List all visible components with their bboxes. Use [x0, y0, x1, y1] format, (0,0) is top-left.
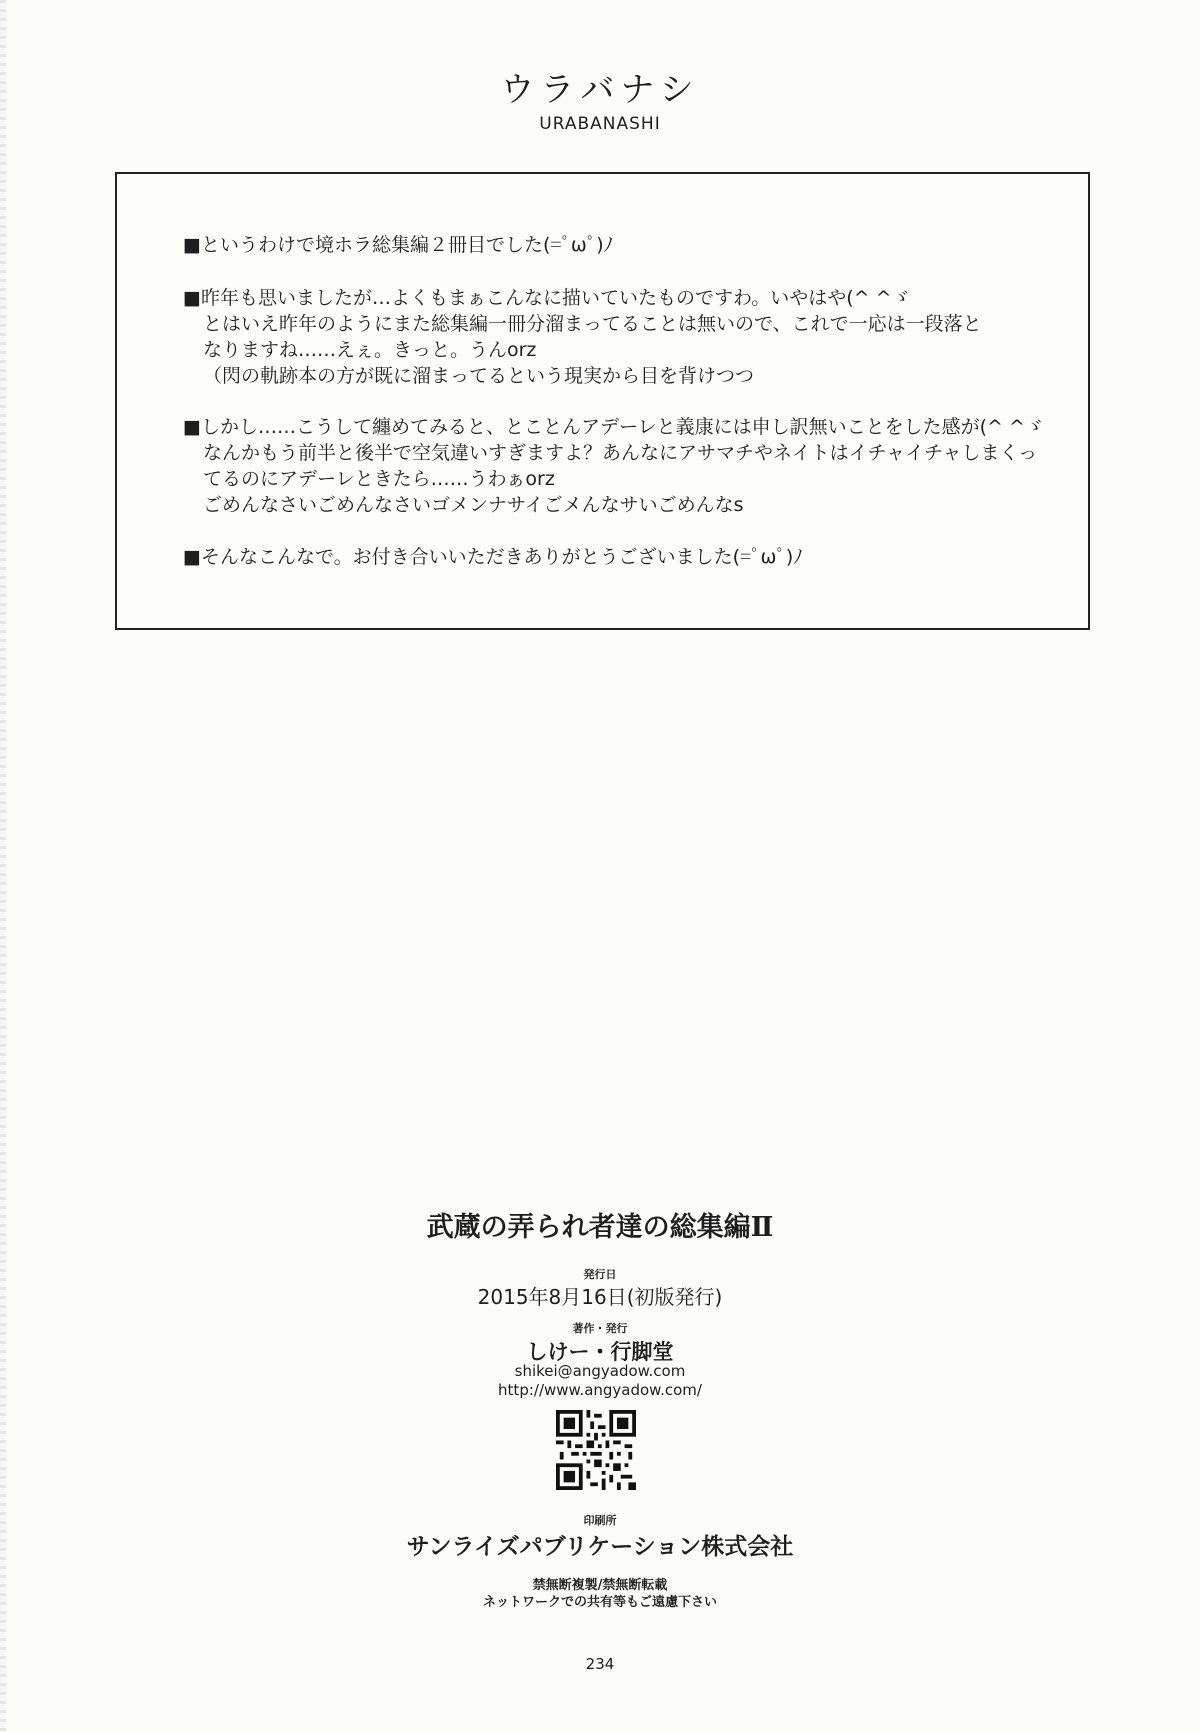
printer-label: 印刷所	[583, 1514, 617, 1527]
issue-date: 2015年8月16日(初版発行)	[477, 1285, 723, 1309]
author-url: http://www.angyadow.com/	[498, 1381, 702, 1399]
copy-notice: 禁無断複製/禁無断転載	[532, 1578, 668, 1593]
paragraph-line: ■しかし……こうして纏めてみると、とことんアデーレと義康には申し訳無いことをした感が(^ ^ゞ	[183, 416, 1044, 438]
paragraph-line: ■というわけで境ホラ総集編２冊目でした(=ﾟωﾟ)ﾉ	[183, 234, 614, 256]
paragraph-line: ごめんなさいごめんなさいゴメンナサイごメんなサいごめんなs	[203, 494, 744, 516]
paragraph-line: てるのにアデーレときたら……うわぁorz	[203, 468, 555, 490]
qr-finder-top-left	[556, 1410, 583, 1437]
qr-finder-top-right	[609, 1410, 636, 1437]
share-notice: ネットワークでの共有等もご遠慮下さい	[482, 1595, 717, 1610]
afterword-paragraph-1	[183, 232, 1063, 258]
paragraph-line: ■昨年も思いましたが…よくもまぁこんなに描いていたものですわ。いやはや(^ ^ゞ	[183, 287, 911, 309]
paragraph-line: なりますね……えぇ。きっと。うんorz	[203, 339, 537, 361]
printer-name: サンライズパブリケーション株式会社	[406, 1534, 794, 1560]
heading-romaji: URABANASHI	[539, 114, 661, 134]
afterword-paragraph-2	[183, 285, 1063, 389]
scan-edge	[0, 0, 6, 1732]
qr-code	[556, 1410, 636, 1490]
issue-date-label: 発行日	[583, 1268, 617, 1281]
paragraph-line: なんかもう前半と後半で空気違いすぎますよ？あんなにアサマチやネイトはイチャイチャしまくっ	[203, 442, 1038, 464]
section-heading	[0, 70, 1200, 136]
book-title: 武蔵の弄られ者達の総集編Ⅱ	[426, 1212, 774, 1243]
author-label: 著作・発行	[572, 1322, 628, 1335]
page-number: 234	[585, 1655, 615, 1673]
author-email: shikei@angyadow.com	[514, 1362, 686, 1380]
paragraph-line: とはいえ昨年のようにまた総集編一冊分溜まってることは無いので、これで一応は一段落と	[203, 313, 982, 335]
paragraph-line: ■そんなこんなで。お付き合いいただきありがとうございました(=ﾟωﾟ)ﾉ	[183, 546, 803, 568]
afterword-box	[115, 172, 1090, 630]
afterword-paragraph-4	[183, 544, 1063, 570]
qr-finder-bottom-left	[556, 1463, 583, 1490]
author-name: しけー・行脚堂	[526, 1340, 674, 1364]
heading-kana: ウラバナシ	[500, 70, 700, 110]
paragraph-line: （閃の軌跡本の方が既に溜まってるという現実から目を背けつつ	[203, 365, 755, 387]
afterword-paragraph-3	[183, 414, 1063, 518]
